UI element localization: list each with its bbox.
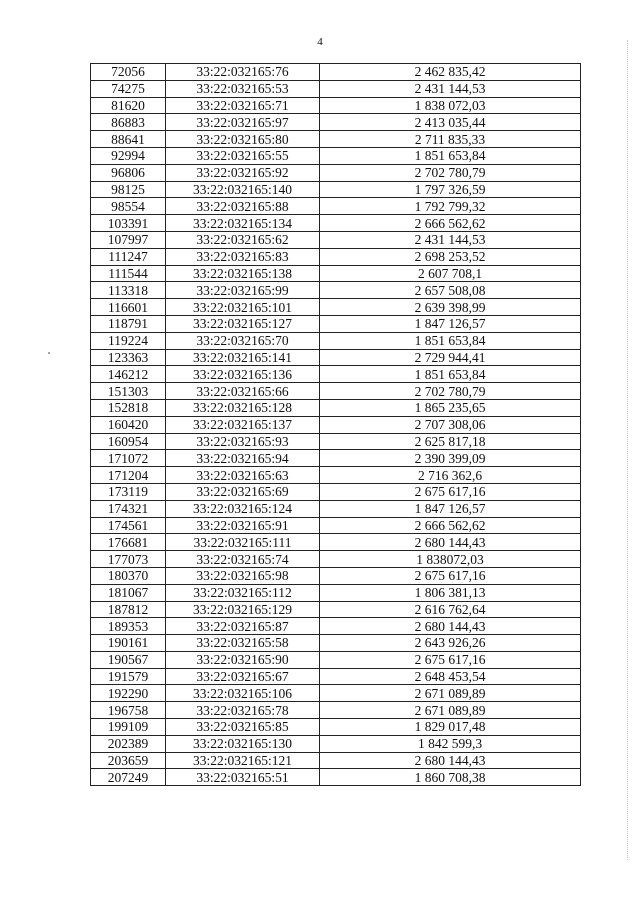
cadastral-number-cell: 33:22:032165:121	[166, 752, 320, 769]
table-row	[91, 567, 581, 584]
cadastral-number-cell: 33:22:032165:138	[166, 265, 320, 282]
value-cell: 2 729 944,41	[320, 349, 581, 366]
table-row	[91, 131, 581, 148]
table-row	[91, 735, 581, 752]
value-cell: 2 702 780,79	[320, 383, 581, 400]
value-cell: 2 666 562,62	[320, 517, 581, 534]
table-row	[91, 181, 581, 198]
table-row	[91, 349, 581, 366]
cadastral-number-cell: 33:22:032165:78	[166, 702, 320, 719]
cadastral-number-cell: 33:22:032165:62	[166, 231, 320, 248]
table-row	[91, 265, 581, 282]
table-row	[91, 416, 581, 433]
table-row	[91, 64, 581, 81]
row-number-cell: 111544	[91, 265, 166, 282]
cadastral-number-cell: 33:22:032165:66	[166, 383, 320, 400]
scan-dot-artifact	[48, 352, 50, 354]
table-row	[91, 332, 581, 349]
cadastral-number-cell: 33:22:032165:71	[166, 97, 320, 114]
cadastral-number-cell: 33:22:032165:92	[166, 164, 320, 181]
row-number-cell: 196758	[91, 702, 166, 719]
value-cell: 2 413 035,44	[320, 114, 581, 131]
cadastral-number-cell: 33:22:032165:129	[166, 601, 320, 618]
value-cell: 2 711 835,33	[320, 131, 581, 148]
row-number-cell: 160420	[91, 416, 166, 433]
row-number-cell: 103391	[91, 215, 166, 232]
row-number-cell: 86883	[91, 114, 166, 131]
cadastral-number-cell: 33:22:032165:99	[166, 282, 320, 299]
cadastral-number-cell: 33:22:032165:128	[166, 399, 320, 416]
value-cell: 2 625 817,18	[320, 433, 581, 450]
cadastral-number-cell: 33:22:032165:76	[166, 64, 320, 81]
value-cell: 2 675 617,16	[320, 567, 581, 584]
table-row	[91, 399, 581, 416]
cadastral-number-cell: 33:22:032165:111	[166, 534, 320, 551]
row-number-cell: 171204	[91, 467, 166, 484]
value-cell: 2 675 617,16	[320, 483, 581, 500]
value-cell: 2 666 562,62	[320, 215, 581, 232]
cadastral-number-cell: 33:22:032165:124	[166, 500, 320, 517]
cadastral-number-cell: 33:22:032165:141	[166, 349, 320, 366]
value-cell: 1 851 653,84	[320, 366, 581, 383]
value-cell: 2 639 398,99	[320, 299, 581, 316]
value-cell: 1 851 653,84	[320, 332, 581, 349]
row-number-cell: 190567	[91, 651, 166, 668]
row-number-cell: 160954	[91, 433, 166, 450]
value-cell: 1 838 072,03	[320, 97, 581, 114]
table-row	[91, 685, 581, 702]
row-number-cell: 107997	[91, 231, 166, 248]
row-number-cell: 191579	[91, 668, 166, 685]
row-number-cell: 173119	[91, 483, 166, 500]
value-cell: 1 860 708,38	[320, 769, 581, 786]
table-row	[91, 500, 581, 517]
value-cell: 2 648 453,54	[320, 668, 581, 685]
value-cell: 2 702 780,79	[320, 164, 581, 181]
value-cell: 1 838072,03	[320, 551, 581, 568]
row-number-cell: 190161	[91, 635, 166, 652]
scan-edge-artifact	[625, 40, 628, 860]
value-cell: 2 643 926,26	[320, 635, 581, 652]
table-row	[91, 215, 581, 232]
cadastral-number-cell: 33:22:032165:87	[166, 618, 320, 635]
row-number-cell: 174561	[91, 517, 166, 534]
row-number-cell: 146212	[91, 366, 166, 383]
row-number-cell: 123363	[91, 349, 166, 366]
table-row	[91, 231, 581, 248]
row-number-cell: 187812	[91, 601, 166, 618]
cadastral-number-cell: 33:22:032165:58	[166, 635, 320, 652]
table-row	[91, 719, 581, 736]
value-cell: 1 806 381,13	[320, 584, 581, 601]
value-cell: 2 698 253,52	[320, 248, 581, 265]
cadastral-number-cell: 33:22:032165:94	[166, 450, 320, 467]
cadastral-number-cell: 33:22:032165:67	[166, 668, 320, 685]
value-cell: 1 847 126,57	[320, 315, 581, 332]
table-row	[91, 80, 581, 97]
table-row	[91, 752, 581, 769]
row-number-cell: 113318	[91, 282, 166, 299]
row-number-cell: 116601	[91, 299, 166, 316]
row-number-cell: 88641	[91, 131, 166, 148]
table-row	[91, 315, 581, 332]
row-number-cell: 96806	[91, 164, 166, 181]
cadastral-number-cell: 33:22:032165:127	[166, 315, 320, 332]
table-row	[91, 450, 581, 467]
row-number-cell: 72056	[91, 64, 166, 81]
row-number-cell: 177073	[91, 551, 166, 568]
row-number-cell: 171072	[91, 450, 166, 467]
table-row	[91, 282, 581, 299]
cadastral-number-cell: 33:22:032165:63	[166, 467, 320, 484]
cadastral-number-cell: 33:22:032165:140	[166, 181, 320, 198]
row-number-cell: 180370	[91, 567, 166, 584]
value-cell: 1 851 653,84	[320, 147, 581, 164]
row-number-cell: 174321	[91, 500, 166, 517]
value-cell: 2 680 144,43	[320, 752, 581, 769]
value-cell: 1 829 017,48	[320, 719, 581, 736]
value-cell: 1 842 599,3	[320, 735, 581, 752]
row-number-cell: 189353	[91, 618, 166, 635]
row-number-cell: 92994	[91, 147, 166, 164]
value-cell: 2 390 399,09	[320, 450, 581, 467]
cadastral-number-cell: 33:22:032165:70	[166, 332, 320, 349]
value-cell: 2 431 144,53	[320, 80, 581, 97]
value-cell: 2 462 835,42	[320, 64, 581, 81]
row-number-cell: 176681	[91, 534, 166, 551]
table-row	[91, 433, 581, 450]
value-cell: 2 431 144,53	[320, 231, 581, 248]
table-row	[91, 635, 581, 652]
table-row	[91, 114, 581, 131]
row-number-cell: 199109	[91, 719, 166, 736]
cadastral-number-cell: 33:22:032165:112	[166, 584, 320, 601]
table-row	[91, 551, 581, 568]
cadastral-value-table	[90, 63, 581, 786]
value-cell: 2 616 762,64	[320, 601, 581, 618]
row-number-cell: 118791	[91, 315, 166, 332]
cadastral-number-cell: 33:22:032165:83	[166, 248, 320, 265]
table-row	[91, 299, 581, 316]
table-row	[91, 702, 581, 719]
value-cell: 1 792 799,32	[320, 198, 581, 215]
table-row	[91, 147, 581, 164]
table-row	[91, 517, 581, 534]
value-cell: 2 675 617,16	[320, 651, 581, 668]
value-cell: 1 797 326,59	[320, 181, 581, 198]
row-number-cell: 203659	[91, 752, 166, 769]
value-cell: 2 707 308,06	[320, 416, 581, 433]
value-cell: 2 671 089,89	[320, 685, 581, 702]
table-row	[91, 467, 581, 484]
table-row	[91, 366, 581, 383]
table-row	[91, 668, 581, 685]
cadastral-number-cell: 33:22:032165:51	[166, 769, 320, 786]
row-number-cell: 181067	[91, 584, 166, 601]
table-row	[91, 584, 581, 601]
table-row	[91, 164, 581, 181]
table-row	[91, 248, 581, 265]
row-number-cell: 81620	[91, 97, 166, 114]
cadastral-number-cell: 33:22:032165:136	[166, 366, 320, 383]
cadastral-number-cell: 33:22:032165:88	[166, 198, 320, 215]
row-number-cell: 119224	[91, 332, 166, 349]
cadastral-number-cell: 33:22:032165:93	[166, 433, 320, 450]
cadastral-number-cell: 33:22:032165:80	[166, 131, 320, 148]
table-row	[91, 601, 581, 618]
row-number-cell: 207249	[91, 769, 166, 786]
cadastral-number-cell: 33:22:032165:97	[166, 114, 320, 131]
value-cell: 2 680 144,43	[320, 618, 581, 635]
value-cell: 2 716 362,6	[320, 467, 581, 484]
table-body	[91, 64, 581, 786]
table-row	[91, 483, 581, 500]
table-row	[91, 534, 581, 551]
cadastral-number-cell: 33:22:032165:137	[166, 416, 320, 433]
value-cell: 1 865 235,65	[320, 399, 581, 416]
table-row	[91, 198, 581, 215]
row-number-cell: 192290	[91, 685, 166, 702]
cadastral-number-cell: 33:22:032165:130	[166, 735, 320, 752]
row-number-cell: 152818	[91, 399, 166, 416]
cadastral-number-cell: 33:22:032165:85	[166, 719, 320, 736]
page-number: 4	[317, 36, 323, 48]
table-row	[91, 651, 581, 668]
value-cell: 2 657 508,08	[320, 282, 581, 299]
row-number-cell: 111247	[91, 248, 166, 265]
table-row	[91, 769, 581, 786]
value-cell: 2 671 089,89	[320, 702, 581, 719]
cadastral-number-cell: 33:22:032165:106	[166, 685, 320, 702]
value-cell: 2 607 708,1	[320, 265, 581, 282]
value-cell: 1 847 126,57	[320, 500, 581, 517]
cadastral-number-cell: 33:22:032165:69	[166, 483, 320, 500]
row-number-cell: 202389	[91, 735, 166, 752]
value-cell: 2 680 144,43	[320, 534, 581, 551]
table-row	[91, 618, 581, 635]
table-row	[91, 383, 581, 400]
row-number-cell: 98125	[91, 181, 166, 198]
cadastral-number-cell: 33:22:032165:134	[166, 215, 320, 232]
cadastral-number-cell: 33:22:032165:74	[166, 551, 320, 568]
table-row	[91, 97, 581, 114]
row-number-cell: 151303	[91, 383, 166, 400]
cadastral-number-cell: 33:22:032165:90	[166, 651, 320, 668]
cadastral-number-cell: 33:22:032165:98	[166, 567, 320, 584]
row-number-cell: 74275	[91, 80, 166, 97]
cadastral-number-cell: 33:22:032165:55	[166, 147, 320, 164]
cadastral-number-cell: 33:22:032165:101	[166, 299, 320, 316]
cadastral-number-cell: 33:22:032165:91	[166, 517, 320, 534]
row-number-cell: 98554	[91, 198, 166, 215]
cadastral-number-cell: 33:22:032165:53	[166, 80, 320, 97]
